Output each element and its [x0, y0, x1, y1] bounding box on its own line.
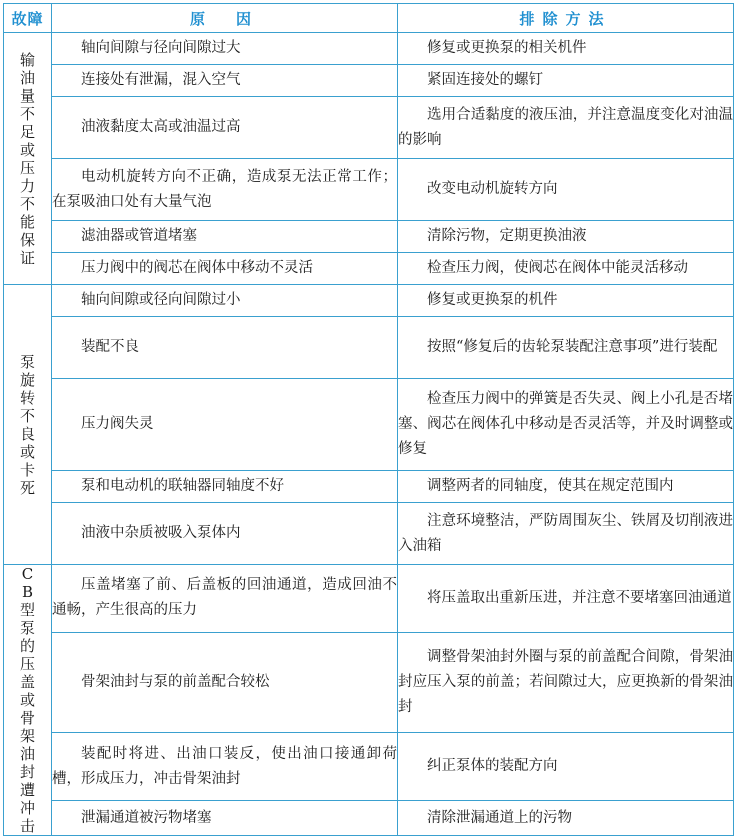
fault-table	[3, 3, 734, 836]
table-row	[4, 379, 734, 471]
table-row	[4, 285, 734, 317]
method-cell: 清除污物，定期更换油液	[398, 221, 734, 253]
table-row	[4, 97, 734, 159]
cause-cell: 骨架油封与泵的前盖配合较松	[52, 632, 398, 733]
header-fault: 故障	[4, 4, 52, 33]
table-row	[4, 317, 734, 379]
table-row	[4, 565, 734, 633]
method-cell: 调整两者的同轴度，使其在规定范围内	[398, 471, 734, 503]
cause-cell: 压力阀中的阀芯在阀体中移动不灵活	[52, 253, 398, 285]
method-cell: 紧固连接处的螺钉	[398, 65, 734, 97]
cause-cell: 油液黏度太高或油温过高	[52, 97, 398, 159]
table-row	[4, 471, 734, 503]
table-row	[4, 733, 734, 801]
cause-cell: 装配不良	[52, 317, 398, 379]
method-cell: 改变电动机旋转方向	[398, 159, 734, 221]
fault-cell: 泵旋转不良或卡死	[4, 285, 52, 565]
cause-cell: 油液中杂质被吸入泵体内	[52, 503, 398, 565]
table-row	[4, 503, 734, 565]
cause-cell: 滤油器或管道堵塞	[52, 221, 398, 253]
header-row	[4, 4, 734, 33]
method-cell: 将压盖取出重新压进，并注意不要堵塞回油通道	[398, 565, 734, 633]
cause-cell: 压力阀失灵	[52, 379, 398, 471]
method-cell: 按照“修复后的齿轮泵装配注意事项”进行装配	[398, 317, 734, 379]
fault-cell: 输油量不足或压力不能保证	[4, 33, 52, 285]
method-cell: 清除泄漏通道上的污物	[398, 801, 734, 836]
method-cell: 纠正泵体的装配方向	[398, 733, 734, 801]
header-cause: 原 因	[52, 4, 398, 33]
table-row	[4, 33, 734, 65]
table-row	[4, 159, 734, 221]
cause-cell: 装配时将进、出油口装反，使出油口接通卸荷槽，形成压力，冲击骨架油封	[52, 733, 398, 801]
header-method: 排除方法	[398, 4, 734, 33]
method-cell: 修复或更换泵的机件	[398, 285, 734, 317]
table-row	[4, 221, 734, 253]
table-row	[4, 632, 734, 733]
table-row	[4, 253, 734, 285]
cause-cell: 电动机旋转方向不正确，造成泵无法正常工作；在泵吸油口处有大量气泡	[52, 159, 398, 221]
method-cell: 选用合适黏度的液压油，并注意温度变化对油温的影响	[398, 97, 734, 159]
method-cell: 检查压力阀，使阀芯在阀体中能灵活移动	[398, 253, 734, 285]
method-cell: 修复或更换泵的相关机件	[398, 33, 734, 65]
table-row	[4, 65, 734, 97]
method-cell: 检查压力阀中的弹簧是否失灵、阀上小孔是否堵塞、阀芯在阀体孔中移动是否灵活等，并及时调整或修复	[398, 379, 734, 471]
fault-cell: CB型泵的压盖或骨架油封遭冲击	[4, 565, 52, 836]
method-cell: 调整骨架油封外圈与泵的前盖配合间隙，骨架油封应压入泵的前盖；若间隙过大，应更换新的骨架油封	[398, 632, 734, 733]
method-cell: 注意环境整洁，严防周围灰尘、铁屑及切削液进入油箱	[398, 503, 734, 565]
cause-cell: 轴向间隙与径向间隙过大	[52, 33, 398, 65]
cause-cell: 轴向间隙或径向间隙过小	[52, 285, 398, 317]
table-row	[4, 801, 734, 836]
cause-cell: 泵和电动机的联轴器同轴度不好	[52, 471, 398, 503]
cause-cell: 泄漏通道被污物堵塞	[52, 801, 398, 836]
cause-cell: 连接处有泄漏，混入空气	[52, 65, 398, 97]
cause-cell: 压盖堵塞了前、后盖板的回油通道，造成回油不通畅，产生很高的压力	[52, 565, 398, 633]
